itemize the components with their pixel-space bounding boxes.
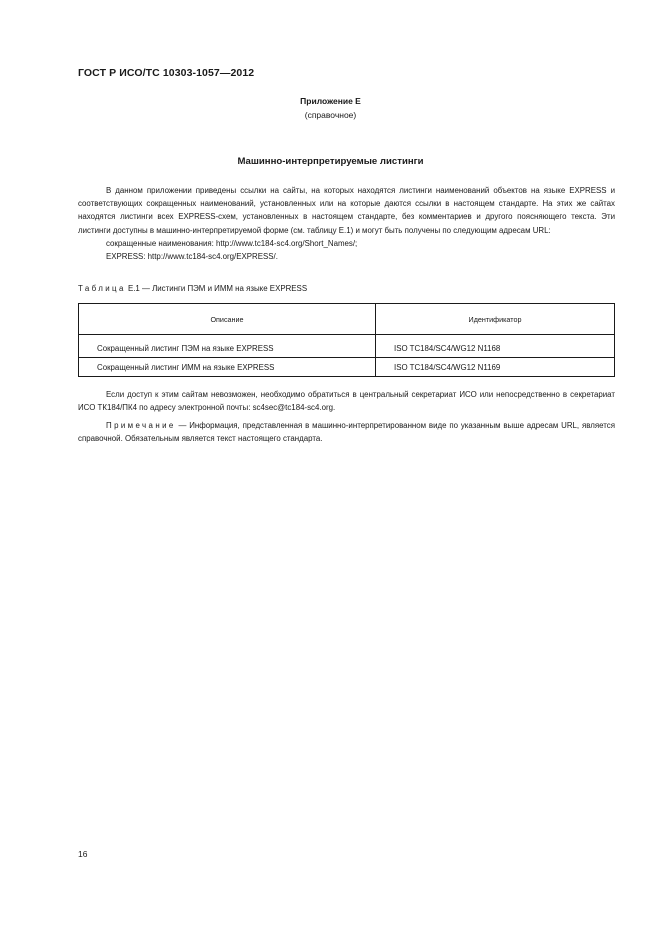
- annex-kind: (справочное): [304, 110, 357, 120]
- page-number: 16: [78, 849, 88, 859]
- column-header-identifier: Идентификатор: [376, 304, 615, 335]
- url-short-names: сокращенные наименования: http://www.tc184-sc4.org/Short_Names/;: [106, 238, 358, 248]
- note-block: [78, 419, 615, 445]
- intro-text: [78, 184, 615, 263]
- table-cell-identifier: ISO TC184/SC4/WG12 N1168: [376, 335, 615, 358]
- contact-paragraph: Если доступ к этим сайтам невозможен, необходимо обратиться в центральный секретариат ИСО или непосредственно в секретариат ИСО ТК184/ПК4 по адресу электронной почты: sc4sec@tc184-sc4.org.: [78, 390, 615, 413]
- intro-paragraph: В данном приложении приведены ссылки на сайты, на которых находятся листинги наименований объектов на языке EXPRESS и соответствующих сокращенных наименований, установленных или на которые даются ссылки в настоящем стандарте. На этих же сайтах находятся листинги всех EXPRESS-схем, установленных в настоящем стандарте, без комментариев и другого поясняющего текста. Эти листинги доступны в машинно-интерпретируемой форме (см. таблицу Е.1) и могут быть получены по следующим адресам URL:: [78, 186, 615, 235]
- listing-table: [78, 303, 615, 377]
- table-cell-identifier: ISO TC184/SC4/WG12 N1169: [376, 358, 615, 377]
- contact-text: [78, 388, 615, 414]
- table-caption-label: Таблица: [78, 284, 126, 293]
- table-row: [79, 335, 615, 358]
- url-express: EXPRESS: http://www.tc184-sc4.org/EXPRESS/.: [106, 252, 278, 262]
- note-label: Примечание: [106, 421, 176, 430]
- note-text: — Информация, представленная в машинно-интерпретированном виде по указанным выше адресам URL, является справочной. Обязательным является текст настоящего стандарта.: [78, 421, 615, 444]
- column-header-description: Описание: [79, 304, 376, 335]
- document-header: ГОСТ Р ИСО/ТС 10303-1057—2012: [78, 67, 255, 79]
- note-paragraph: [78, 419, 615, 445]
- annex-heading: [0, 94, 661, 122]
- annex-title: Приложение Е: [300, 96, 361, 106]
- table-cell-description: Сокращенный листинг ПЭМ на языке EXPRESS: [79, 335, 376, 358]
- table-row: [79, 358, 615, 377]
- table-cell-description: Сокращенный листинг ИММ на языке EXPRESS: [79, 358, 376, 377]
- section-title: Машинно-интерпретируемые листинги: [237, 156, 424, 167]
- table-header-row: [79, 304, 615, 335]
- table-caption: [78, 284, 307, 293]
- table-caption-text: Е.1 — Листинги ПЭМ и ИММ на языке EXPRESS: [127, 284, 308, 293]
